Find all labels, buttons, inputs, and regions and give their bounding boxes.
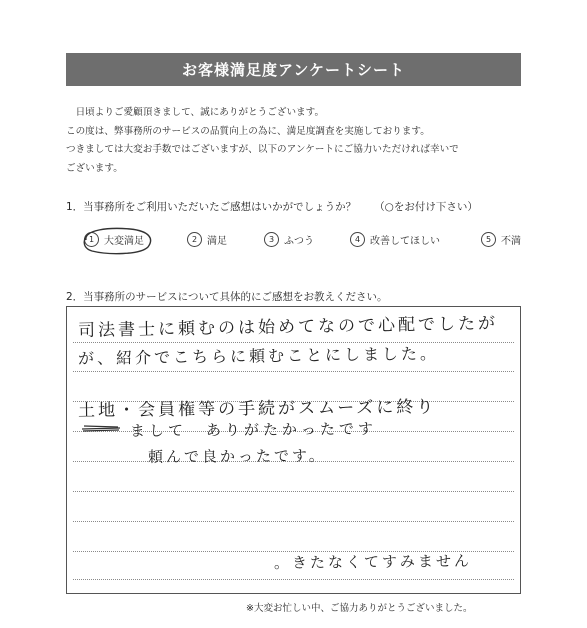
option-satisfied[interactable] [187, 232, 227, 247]
option-number: 3 [264, 232, 279, 247]
handwriting-line: が、紹介でこちらに頼むことにしました。 [77, 343, 440, 368]
option-label: 不満 [501, 236, 521, 247]
ruled-line [73, 521, 514, 522]
intro-line: つきましては大変お手数ではございますが、以下のアンケートにご協力いただければ幸いで [66, 144, 459, 155]
option-number: 4 [350, 232, 365, 247]
ruled-line [73, 371, 514, 372]
survey-title: お客様満足度アンケートシート [66, 53, 521, 86]
option-dissatisfied[interactable] [481, 232, 521, 247]
ruled-line [73, 491, 514, 492]
question-2-title: 2．当事務所のサービスについて具体的にご感想をお教えください。 [66, 291, 388, 303]
handwriting-line: 土地・会員権等の手続がスムーズに終り [77, 397, 437, 421]
satisfaction-options [84, 232, 532, 252]
question-1-note: （○をお付け下さい） [374, 201, 478, 213]
handwriting-line: 。きたなくてすみません [273, 551, 473, 572]
handwriting-line: 司法書士に頼むのは始めてなので心配でしたが [77, 313, 499, 341]
scribbled-out-text [80, 420, 122, 438]
intro-text [66, 104, 536, 178]
option-very-satisfied[interactable] [84, 232, 144, 247]
handwriting-line: まして ありがたかったです [129, 419, 378, 440]
intro-line: この度は、弊事務所のサービスの品質向上の為に、満足度調査を実施しております。 [66, 125, 430, 137]
option-label: 満足 [207, 236, 227, 247]
footer-note: ※大変お忙しい中、ご協力ありがとうございました。 [246, 603, 473, 614]
question-1 [66, 199, 478, 214]
option-label: 改善してほしい [370, 236, 440, 247]
option-number: 5 [481, 232, 496, 247]
option-label: 大変満足 [104, 236, 144, 247]
intro-line: ございます。 [66, 162, 123, 174]
hand-drawn-circle-mark [78, 226, 156, 256]
option-number: 1 [84, 232, 99, 247]
option-normal[interactable] [264, 232, 314, 247]
option-number: 2 [187, 232, 202, 247]
option-label: ふつう [284, 236, 314, 247]
option-needs-improvement[interactable] [350, 232, 440, 247]
question-1-title: 1．当事務所をご利用いただいたご感想はいかがでしょうか？ [66, 201, 357, 213]
handwriting-line: 頼んで良かったです。 [147, 446, 327, 466]
ruled-line [73, 579, 514, 580]
intro-line: 日頃よりご愛顧頂きまして、誠にありがとうございます。 [66, 107, 325, 118]
